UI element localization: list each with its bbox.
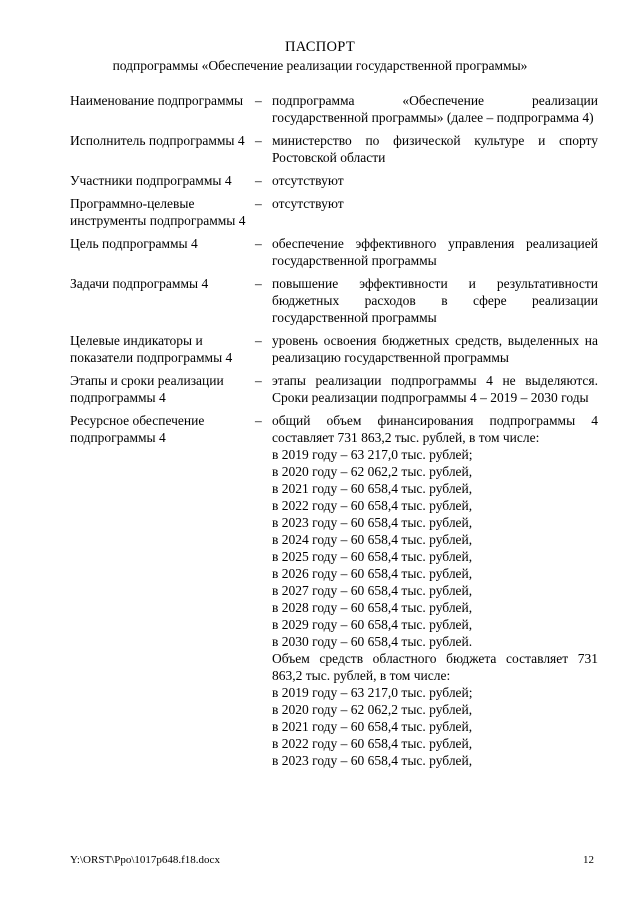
row-label: Задачи подпрограммы 4: [70, 276, 209, 291]
funding-year: в 2024 году – 60 658,4 тыс. рублей,: [272, 532, 473, 547]
file-path: Y:\ORST\Ppo\1017p648.f18.docx: [70, 854, 220, 866]
row-value: отсутствуют: [272, 173, 344, 188]
funding-year: в 2019 году – 63 217,0 тыс. рублей;: [272, 447, 473, 462]
funding-total: общий объем финансирования подпрограммы 4 составляет 731 863,2 тыс. рублей, в том числе:: [272, 413, 598, 445]
row-label: Участники подпрограммы 4: [70, 173, 232, 188]
funding-year: в 2025 году – 60 658,4 тыс. рублей,: [272, 549, 473, 564]
row-value: уровень освоения бюджетных средств, выделенных на реализацию государственной программы: [272, 333, 598, 365]
funding-year: в 2026 году – 60 658,4 тыс. рублей,: [272, 566, 473, 581]
passport-row-tasks: [70, 275, 598, 326]
document-subtitle: подпрограммы «Обеспечение реализации государственной программы»: [112, 58, 528, 73]
passport-table: [70, 92, 598, 775]
funding-year: в 2027 году – 60 658,4 тыс. рублей,: [272, 583, 473, 598]
passport-row-instruments: [70, 195, 598, 229]
regional-funding-year: в 2023 году – 60 658,4 тыс. рублей,: [272, 753, 473, 768]
funding-year: в 2022 году – 60 658,4 тыс. рублей,: [272, 498, 473, 513]
row-label: Ресурсное обеспечение подпрограммы 4: [70, 413, 205, 445]
funding-year: в 2030 году – 60 658,4 тыс. рублей.: [272, 634, 473, 649]
row-value: подпрограмма «Обеспечение реализации государственной программы» (далее – подпрограмма 4): [272, 93, 598, 125]
passport-row-goal: [70, 235, 598, 269]
regional-funding-year: в 2021 году – 60 658,4 тыс. рублей,: [272, 719, 473, 734]
row-value: отсутствуют: [272, 196, 344, 211]
row-dash: –: [255, 93, 262, 108]
funding-year: в 2020 году – 62 062,2 тыс. рублей,: [272, 464, 473, 479]
funding-year: в 2029 году – 60 658,4 тыс. рублей,: [272, 617, 473, 632]
row-label: Наименование подпрограммы: [70, 93, 244, 108]
row-label: Программно-целевые инструменты подпрограммы 4: [70, 196, 246, 228]
passport-row-stages: [70, 372, 598, 406]
row-label: Исполнитель подпрограммы 4: [70, 133, 245, 148]
row-dash: –: [255, 236, 262, 251]
row-value: [272, 412, 598, 769]
row-value: министерство по физической культуре и спорту Ростовской области: [272, 133, 598, 165]
passport-row-indicators: [70, 332, 598, 366]
document-title: ПАСПОРТ: [284, 39, 356, 55]
passport-row-participants: [70, 172, 598, 189]
funding-year: в 2023 году – 60 658,4 тыс. рублей,: [272, 515, 473, 530]
row-dash: –: [255, 276, 262, 291]
row-dash: –: [255, 196, 262, 211]
funding-year: в 2021 году – 60 658,4 тыс. рублей,: [272, 481, 473, 496]
regional-funding-year: в 2019 году – 63 217,0 тыс. рублей;: [272, 685, 473, 700]
row-label: Целевые индикаторы и показатели подпрограммы 4: [70, 333, 233, 365]
regional-funding-year: в 2020 году – 62 062,2 тыс. рублей,: [272, 702, 473, 717]
page-number: 12: [583, 854, 594, 866]
row-dash: –: [255, 173, 262, 188]
row-label: Этапы и сроки реализации подпрограммы 4: [70, 373, 224, 405]
passport-row-name: [70, 92, 598, 126]
passport-row-executor: [70, 132, 598, 166]
row-value: повышение эффективности и результативности бюджетных расходов в сфере реализации государственной программы: [272, 276, 598, 325]
row-dash: –: [255, 373, 262, 388]
row-dash: –: [255, 333, 262, 348]
regional-funding-year: в 2022 году – 60 658,4 тыс. рублей,: [272, 736, 473, 751]
passport-row-resources: [70, 412, 598, 769]
row-label: Цель подпрограммы 4: [70, 236, 198, 251]
row-value: обеспечение эффективного управления реализацией государственной программы: [272, 236, 598, 268]
funding-year: в 2028 году – 60 658,4 тыс. рублей,: [272, 600, 473, 615]
regional-budget-total: Объем средств областного бюджета составляет 731 863,2 тыс. рублей, в том числе:: [272, 651, 598, 683]
row-dash: –: [255, 133, 262, 148]
row-dash: –: [255, 413, 262, 428]
row-value: этапы реализации подпрограммы 4 не выделяются. Сроки реализации подпрограммы 4 – 2019 – 2030 годы: [272, 373, 598, 405]
